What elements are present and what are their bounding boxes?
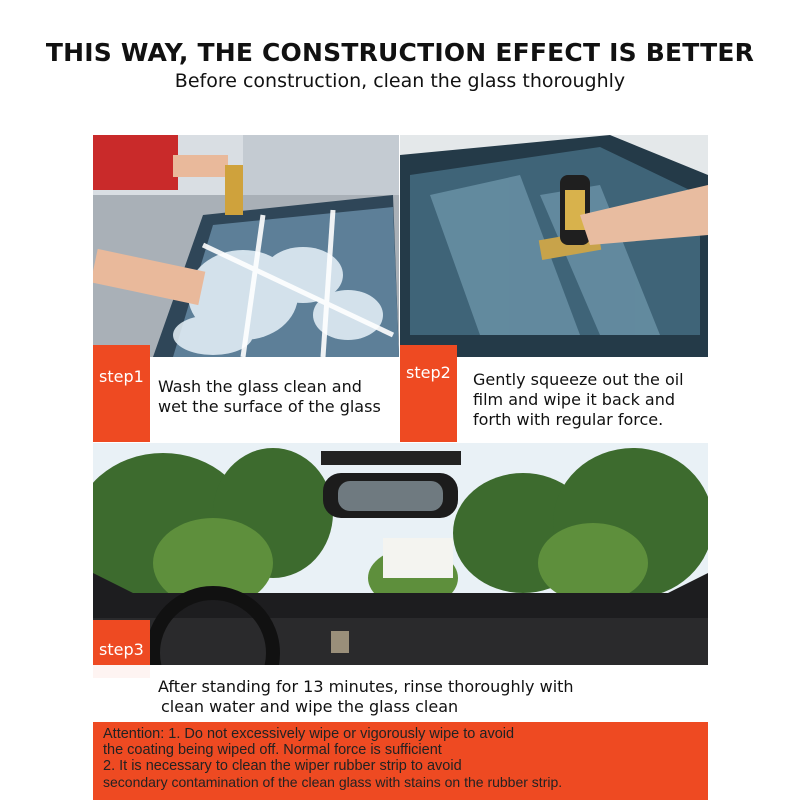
attention-line: Attention: 1. Do not excessively wipe or vigorously wipe to avoid: [103, 726, 515, 742]
step3-caption-line: clean water and wipe the glass clean: [161, 697, 459, 716]
step2-badge: step2: [400, 345, 457, 442]
page-title: THIS WAY, THE CONSTRUCTION EFFECT IS BETTER: [45, 38, 755, 67]
attention-line: secondary contamination of the clean glass with stains on the rubber strip.: [103, 774, 563, 790]
step1-caption-line: wet the surface of the glass: [158, 397, 381, 416]
step3-badge: step3: [93, 620, 150, 678]
step3-caption-line: After standing for 13 minutes, rinse thoroughly with: [158, 677, 574, 696]
attention-notice: [93, 722, 708, 800]
step3-photo: [93, 443, 708, 665]
step2-caption-line: film and wipe it back and: [473, 390, 676, 409]
attention-line: the coating being wiped off. Normal force is sufficient: [103, 742, 442, 758]
step2-photo: [400, 135, 708, 357]
step1-caption-line: Wash the glass clean and: [158, 377, 362, 396]
attention-line: 2. It is necessary to clean the wiper rubber strip to avoid: [103, 758, 462, 774]
step1-badge: step1: [93, 345, 150, 442]
step2-caption: [473, 370, 708, 430]
page-subtitle: Before construction, clean the glass thoroughly: [174, 70, 626, 92]
step1-photo: [93, 135, 399, 357]
step2-caption-line: Gently squeeze out the oil: [473, 370, 684, 389]
step3-caption: [158, 677, 703, 717]
step1-caption: [158, 377, 398, 417]
step2-caption-line: forth with regular force.: [473, 410, 664, 429]
